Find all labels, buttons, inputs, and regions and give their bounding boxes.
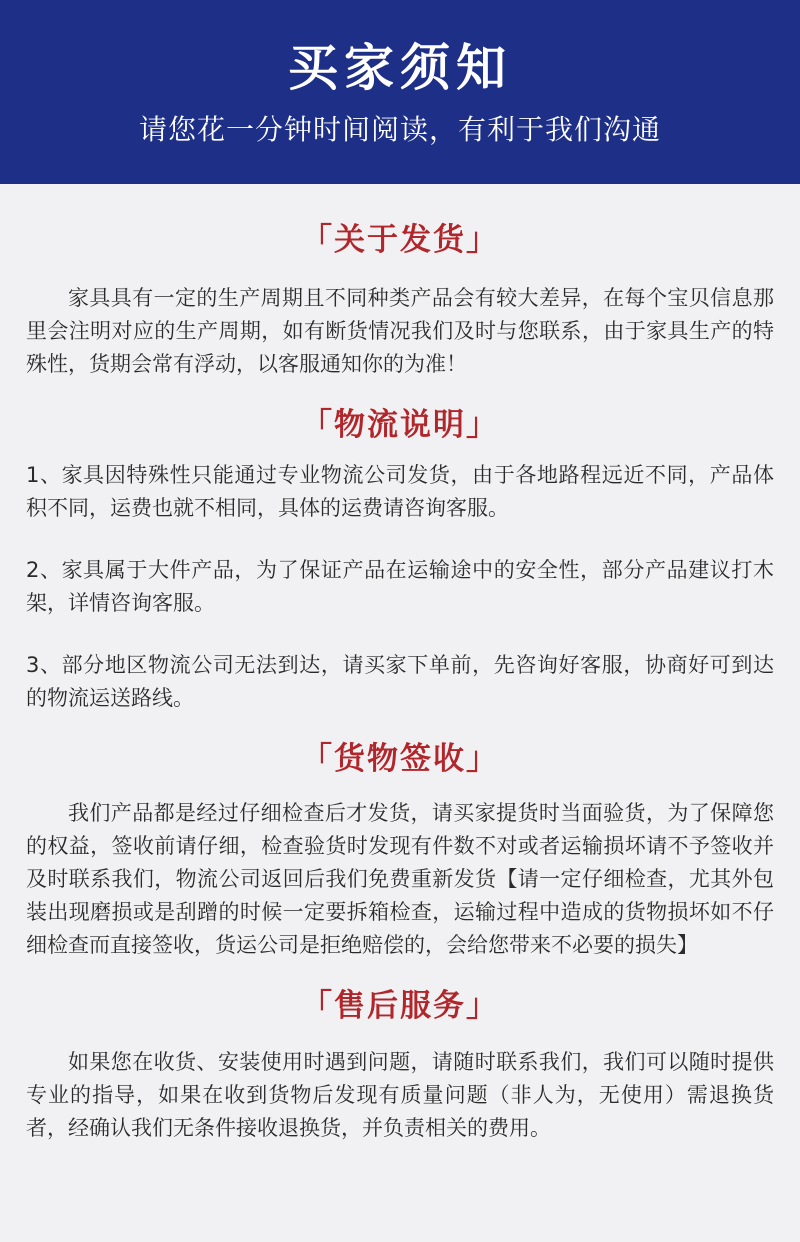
page-subtitle: 请您花一分钟时间阅读，有利于我们沟通 <box>138 113 661 146</box>
notice-content <box>0 184 800 1145</box>
logistics-item-3: 3、部分地区物流公司无法到达，请买家下单前，先咨询好客服，协商好可到达的物流运送路线。 <box>26 653 774 710</box>
section-title-logistics: 「物流说明」 <box>301 407 499 443</box>
section-title-shipping: 「关于发货」 <box>301 222 499 258</box>
section-title-after-sales: 「售后服务」 <box>301 988 499 1024</box>
header-banner <box>0 0 800 184</box>
logistics-item-1: 1、家具因特殊性只能通过专业物流公司发货，由于各地路程远近不同，产品体积不同，运费也就不相同，具体的运费请咨询客服。 <box>26 463 774 520</box>
page-title: 买家须知 <box>288 39 512 97</box>
receipt-text: 我们产品都是经过仔细检查后才发货，请买家提货时当面验货，为了保障您的权益，签收前请仔细，检查验货时发现有件数不对或者运输损坏请不予签收并及时联系我们，物流公司返回后我们免费重新发货【请一定仔细检查，尤其外包装出现磨损或是刮蹭的时候一定要拆箱检查，运输过程中造成的货物损坏如不仔细检查而直接签收，货运公司是拒绝赔偿的，会给您带来不必要的损失】 <box>26 801 774 957</box>
after-sales-text: 如果您在收货、安装使用时遇到问题，请随时联系我们，我们可以随时提供专业的指导，如果在收到货物后发现有质量问题（非人为，无使用）需退换货者，经确认我们无条件接收退换货，并负责相关的费用。 <box>26 1050 774 1140</box>
logistics-item-2: 2、家具属于大件产品，为了保证产品在运输途中的安全性，部分产品建议打木架，详情咨询客服。 <box>26 558 774 615</box>
shipping-text: 家具具有一定的生产周期且不同种类产品会有较大差异，在每个宝贝信息那里会注明对应的生产周期，如有断货情况我们及时与您联系，由于家具生产的特殊性，货期会常有浮动，以客服通知你的为准！ <box>26 286 774 376</box>
section-title-receipt: 「货物签收」 <box>301 741 499 777</box>
